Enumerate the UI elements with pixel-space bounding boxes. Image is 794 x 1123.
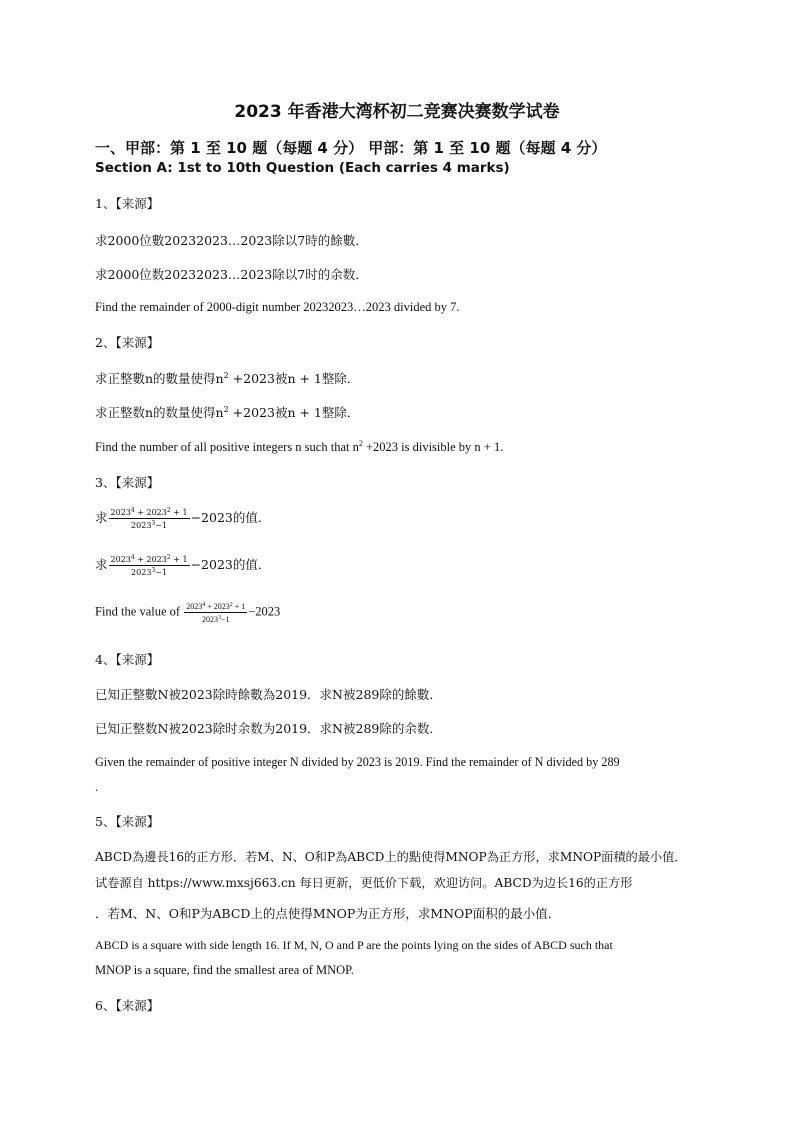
page-title: 2023 年香港大湾杯初二竞赛决赛数学试卷 [234, 102, 560, 122]
q2-tc-part-a: 求正整數n的數量使得n [95, 371, 224, 386]
q3-traditional [95, 506, 270, 531]
q3-english [95, 600, 280, 625]
q2-english [95, 439, 503, 455]
q6-source: 6、【来源】 [95, 998, 160, 1013]
section-heading-en: Section A: 1st to 10th Question (Each carries 4 marks) [95, 160, 510, 176]
fraction-denominator: $2023^3-1$ [201, 615, 230, 624]
q3-tc-prefix: 求 [95, 510, 108, 525]
q5-source: 5、【来源】 [95, 814, 160, 829]
q2-tc-part-b: +2023被n + 1整除． [228, 371, 360, 386]
section-heading-cn: 一、甲部：第 1 至 10 题（每题 4 分） 甲部：第 1 至 10 题（每题 4 分） [95, 139, 607, 157]
q1-english: Find the remainder of 2000-digit number 20232023…2023 divided by 7. [95, 300, 460, 314]
q5-english-line2: MNOP is a square, find the smallest area of MNOP. [95, 963, 354, 977]
fraction-numerator: $2023^4 + 2023^2 + 1$ [110, 507, 188, 517]
q2-en-part-b: +2023 is divisible by n + 1. [362, 440, 504, 454]
q5-english-line1: ABCD is a square with side length 16. If M, N, O and P are the points lying on the sides of ABCD such that [95, 938, 613, 952]
q4-english: Given the remainder of positive integer N divided by 2023 is 2019. Find the remainder of N divided by 289 [95, 755, 620, 769]
q3-sc-prefix: 求 [95, 557, 108, 572]
q3-tc-fraction [109, 506, 190, 531]
q4-english-tail: . [95, 780, 99, 794]
q4-traditional: 已知正整數N被2023除時餘數為2019．求N被289除的餘數． [95, 687, 442, 702]
q5-simplified: ．若M、N、O和P为ABCD上的点使得MNOP为正方形，求MNOP面积的最小值． [95, 906, 561, 921]
q3-source: 3、【来源】 [95, 475, 160, 490]
q3-sc-tail: −2023的值． [190, 557, 271, 572]
q2-sc-part-b: +2023被n + 1整除． [228, 405, 360, 420]
q2-source: 2、【来源】 [95, 335, 160, 350]
fraction-denominator: $2023^3-1$ [131, 520, 168, 530]
q2-en-part-a: Find the number of all positive integers n such that n [95, 440, 359, 454]
q3-en-fraction [184, 600, 247, 625]
q2-traditional [95, 369, 359, 387]
fraction-numerator: $2023^4 + 2023^2 + 1$ [110, 554, 188, 564]
q2-sc-part-a: 求正整数n的数量使得n [95, 405, 224, 420]
q3-en-prefix: Find the value of [95, 604, 184, 619]
q3-en-tail: −2023 [248, 604, 281, 619]
q2-sc-exponent: 2 [223, 405, 229, 414]
q4-simplified: 已知正整数N被2023除时余数为2019．求N被289除的余数． [95, 721, 442, 736]
q3-sc-fraction [109, 553, 190, 578]
q2-en-exponent: 2 [358, 439, 363, 448]
q1-traditional: 求2000位數20232023…2023除以7時的餘數． [95, 233, 368, 248]
q1-simplified: 求2000位数20232023…2023除以7时的余数． [95, 267, 368, 282]
q5-traditional: ABCD為邊長16的正方形．若M、N、O和P為ABCD上的點使得MNOP為正方形，求MNOP面積的最小值． [95, 850, 687, 864]
fraction-numerator: $2023^4 + 2023^2 + 1$ [186, 602, 246, 611]
q1-source: 1、【来源】 [95, 196, 160, 211]
fraction-denominator: $2023^3-1$ [131, 567, 168, 577]
q2-simplified [95, 403, 359, 421]
q4-source: 4、【来源】 [95, 652, 160, 667]
q2-tc-exponent: 2 [223, 371, 229, 380]
q5-ad-line: 试卷源自 https://www.mxsj663.cn 每日更新，更低价下载，欢迎访问。ABCD为边长16的正方形 [95, 876, 633, 890]
q3-simplified [95, 553, 270, 578]
q3-tc-tail: −2023的值． [190, 510, 271, 525]
